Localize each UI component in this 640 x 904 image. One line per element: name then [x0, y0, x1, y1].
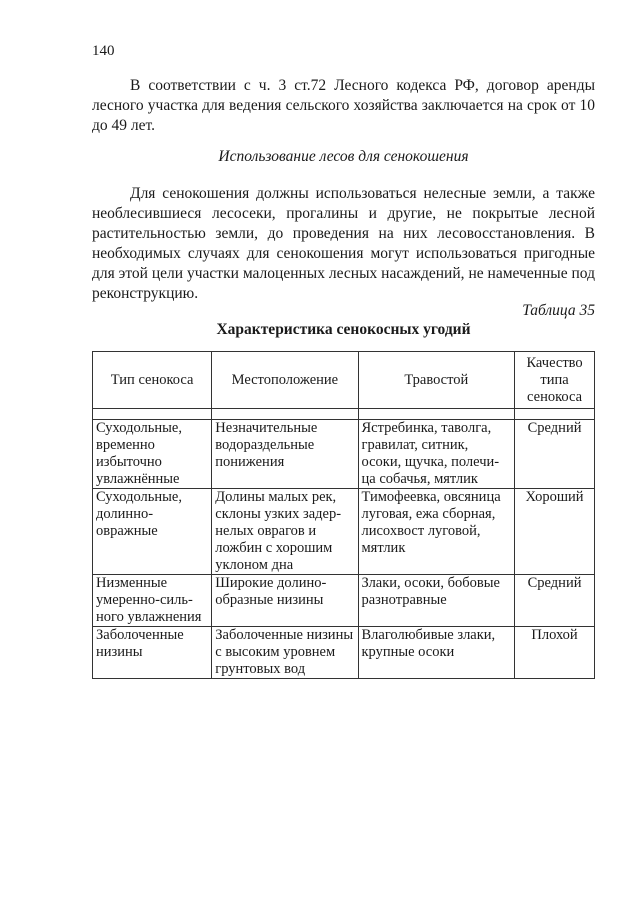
- header-grass: Травостой: [358, 352, 515, 409]
- table-row: [93, 420, 595, 489]
- paragraph-lease-term: В соответствии с ч. 3 ст.72 Лесного кодекса РФ, договор аренды лесного участка для ведения сельского хозяйства заключается на срок от 10 до 49 лет.: [92, 77, 595, 134]
- spacer-cell: [358, 409, 515, 420]
- table-header-row: [93, 352, 595, 409]
- cell-grass: Злаки, осоки, бобовые разнотравные: [358, 575, 515, 627]
- spacer-cell: [93, 409, 212, 420]
- table-title: Характеристика сенокосных угодий: [216, 321, 471, 338]
- cell-type: Суходольные, долинно-овражные: [93, 489, 212, 575]
- spacer-cell: [212, 409, 358, 420]
- cell-type: Заболоченные низины: [93, 627, 212, 679]
- cell-quality: Средний: [515, 575, 595, 627]
- cell-location: Незначительные водораздельные понижения: [212, 420, 358, 489]
- section-heading: Использование лесов для сенокошения: [218, 148, 469, 165]
- cell-grass: Тимофеевка, овсяница луговая, ежа сборная, лисохвост луговой, мятлик: [358, 489, 515, 575]
- table-row: [93, 627, 595, 679]
- cell-location: Широкие долино-образные низины: [212, 575, 358, 627]
- cell-grass: Ястребинка, таволга, гравилат, ситник, осоки, щучка, полечи-ца собачья, мятлик: [358, 420, 515, 489]
- cell-location: Долины малых рек, склоны узких задер-нелых оврагов и ложбин с хорошим уклоном дна: [212, 489, 358, 575]
- paragraph-haymaking: Для сенокошения должны использоваться нелесные земли, а также необлесившиеся лесосеки, прогалины и другие, не покрытые лесной растительностью земли, до проведения на них лесовосстановления. В необходимых случаях для сенокошения могут использоваться пригодные для этой цели участки малоценных лесных насаждений, не намеченные под реконструкцию.: [92, 185, 595, 302]
- cell-quality: Средний: [515, 420, 595, 489]
- cell-location: Заболоченные низины с высоким уровнем грунтовых вод: [212, 627, 358, 679]
- cell-type: Низменные умеренно-силь-ного увлажнения: [93, 575, 212, 627]
- cell-quality: Хороший: [515, 489, 595, 575]
- cell-type: Суходольные, временно избыточно увлажнённые: [93, 420, 212, 489]
- table-row: [93, 575, 595, 627]
- table-row: [93, 489, 595, 575]
- header-quality: Качество типа сенокоса: [515, 352, 595, 409]
- header-location: Местоположение: [212, 352, 358, 409]
- spacer-cell: [515, 409, 595, 420]
- table-label: Таблица 35: [522, 302, 595, 319]
- table-spacer-row: [93, 409, 595, 420]
- cell-grass: Влаголюбивые злаки, крупные осоки: [358, 627, 515, 679]
- page-number: 140: [92, 43, 115, 59]
- header-type: Тип сенокоса: [93, 352, 212, 409]
- hayfield-table: [92, 351, 595, 679]
- cell-quality: Плохой: [515, 627, 595, 679]
